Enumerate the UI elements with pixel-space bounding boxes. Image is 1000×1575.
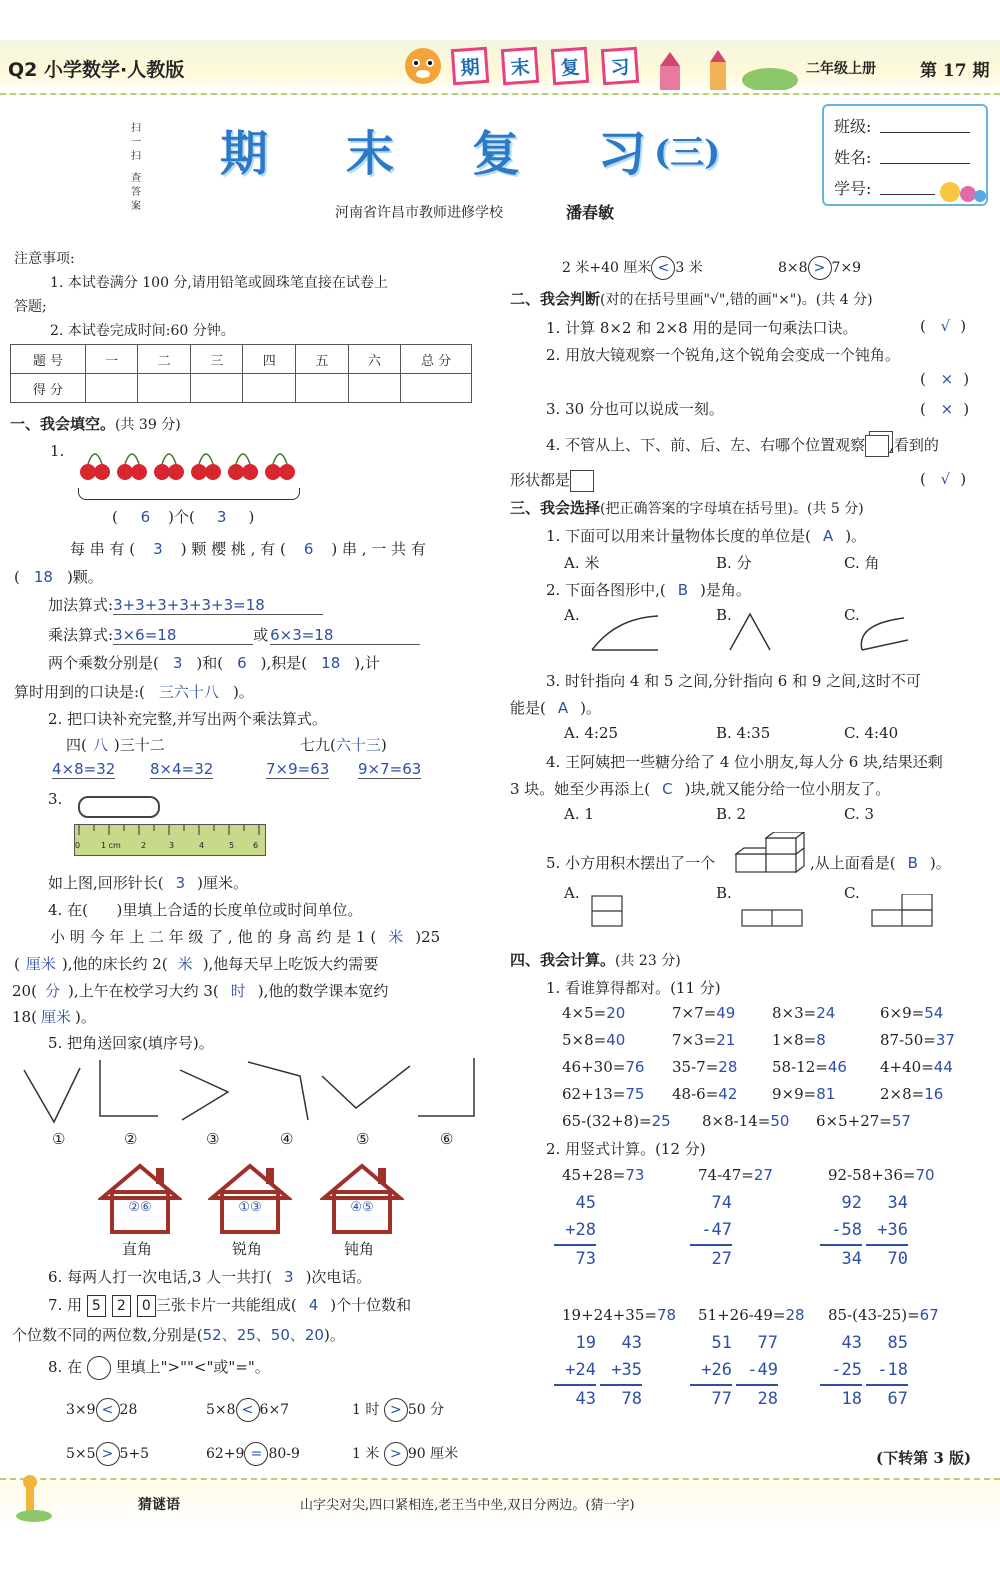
q3-text: 如上图,回形针长( 3 )厘米。 [48,874,249,892]
vertical-work: 85 -18 67 [866,1330,908,1413]
note-1: 1. 本试卷满分 100 分,请用铅笔或圆珠笔直接在试卷上 [50,275,388,291]
choice-q5: 5. 小方用积木摆出了一个 [546,854,716,872]
student-info-box: 班级: 姓名: 学号: [822,104,988,206]
house-label: 锐角 [232,1240,263,1258]
tile: 复 [551,47,589,85]
note-2: 2. 本试卷完成时间:60 分钟。 [50,323,235,339]
choice-q4: 4. 王阿姨把一些糖分给了 4 位小朋友,每人分 6 块,结果还剩 [546,753,943,771]
option: B. [716,884,732,902]
calc-q1-heading: 1. 看谁算得都对。(11 分) [546,979,721,997]
option: B. 分 [716,554,752,572]
castle-decoration-icon [640,50,800,90]
cube-icon [865,435,889,457]
house-obtuse-angle: ④⑤ [320,1162,404,1234]
vertical-work: 92 -58 34 [820,1190,862,1273]
calc-item: 62+13=75 [562,1085,645,1103]
answer: 3 [216,508,227,526]
calc-item: 4×5=20 [562,1004,626,1022]
continued-note: (下转第 3 版) [876,1449,972,1467]
q4-heading: 4. 在( )里填上合适的长度单位或时间单位。 [48,901,363,919]
calc-item: 48-6=42 [672,1085,738,1103]
q4-line4: 18( 厘米 )。 [12,1008,96,1026]
option: C. 角 [844,554,880,572]
section-4-heading: 四、我会计算。(共 23 分) [510,951,681,969]
judge-answer: ( × ) [920,370,970,388]
vertical-calc-row [562,1166,992,1296]
judge-q1: 1. 计算 8×2 和 2×8 用的是同一句乘法口诀。 [546,319,858,337]
judge-answer: ( × ) [920,400,970,418]
option: A. [564,606,580,624]
vertical-work: 43 +35 78 [600,1330,642,1413]
judge-q2: 2. 用放大镜观察一个锐角,这个锐角会变成一个钝角。 [546,346,900,364]
option: C. [844,884,860,902]
vertical-calc: 45+28=73 [562,1166,645,1184]
digit-card: 5 [87,1295,106,1317]
multiplication-line: 乘法算式:3×6=18 或 6×3=18 [48,624,420,645]
giraffe-mascot-icon [936,176,986,204]
vertical-work: 77 -49 28 [736,1330,778,1413]
notes-heading: 注意事项: [14,251,75,267]
tile: 习 [601,47,639,85]
q2-rhyme-2: 七九(六十三) [300,736,387,754]
equation: 4×8=32 [52,760,116,778]
option: B. 4:35 [716,724,771,742]
vertical-work: 74 -47 27 [690,1190,732,1273]
angle-labels: ① ② ③ ④ ⑤ ⑥ [52,1130,454,1148]
q4-line2: ( 厘米 ),他的床长约 2( 米 ),他每天早上吃饭大约需要 [14,955,379,973]
choice-q3-cont: 能是( A )。 [510,699,601,717]
angle-figures [18,1058,488,1126]
q3-number: 3. [48,790,63,808]
calc-item: 5×8=40 [562,1031,626,1049]
digit-card: 2 [112,1295,131,1317]
q2-heading: 2. 把口诀补充完整,并写出两个乘法算式。 [48,710,327,728]
vertical-work: 43 -25 18 [820,1330,862,1413]
q7-line2: 个位数不同的两位数,分别是(52、25、50、20)。 [12,1326,345,1344]
addition-line: 加法算式:3+3+3+3+3+3=18 [48,594,323,615]
option: B. 2 [716,805,747,823]
equation: 9×7=63 [358,760,422,778]
calc-item: 65-(32+8)=25 [562,1112,671,1130]
house-right-angle: ②⑥ [98,1162,182,1234]
house-label: 钝角 [344,1240,375,1258]
giraffe-icon [6,1474,62,1524]
calc-q2-heading: 2. 用竖式计算。(12 分) [546,1140,706,1158]
ruler-image: 0 1 cm 2 3 4 5 6 [74,824,266,856]
score-table: 题 号 一 二 三 四 五 六 总 分 得 分 [10,344,472,403]
option: C. 3 [844,805,875,823]
compare-item: 5×5 > 5+5 [66,1442,149,1466]
vertical-calc: 19+24+35=78 [562,1306,677,1324]
vertical-work: 19 +24 43 [554,1330,596,1413]
section-1-heading: 一、我会填空。(共 39 分) [10,415,181,433]
scan-hint: 扫 一 扫 查 答 案 [131,123,141,212]
calc-item: 2×8=16 [880,1085,944,1103]
rhyme-line: 算时用到的口诀是:( 三六十八 )。 [14,683,254,701]
grade-label: 二年级上册 [806,61,876,77]
vertical-work: 34 +36 70 [866,1190,908,1273]
option: A. [564,884,580,902]
calc-item: 87-50=37 [880,1031,955,1049]
choice-q1: 1. 下面可以用来计量物体长度的单位是( A )。 [546,527,867,545]
answer: 6 [140,508,151,526]
calc-item: 58-12=46 [772,1058,847,1076]
equation: 7×9=63 [266,760,330,778]
calc-item: 1×8=8 [772,1031,826,1049]
compare-item: 1 时 > 50 分 [352,1398,444,1422]
digit-card: 0 [137,1295,156,1317]
q1-line1: 每 串 有 ( 3 ) 颗 樱 桃 , 有 ( 6 ) 串 , 一 共 有 [70,540,426,558]
house-acute-angle: ①③ [208,1162,292,1234]
factors-line: 两个乘数分别是( 3 )和( 6 ),积是( 18 ),计 [48,654,380,672]
calc-item: 7×7=49 [672,1004,736,1022]
choice-q3: 3. 时针指向 4 和 5 之间,分针指向 6 和 9 之间,这时不可 [546,672,921,690]
vertical-work: 51 +26 77 [690,1330,732,1413]
q7-line1: 7. 用 5 2 0 三张卡片一共能组成( 4 )个十位数和 [48,1294,411,1317]
q8-heading: 8. 在 里填上">""<"或"="。 [48,1356,270,1380]
option: C. [844,606,860,624]
section-3-heading: 三、我会选择(把正确答案的字母填在括号里)。(共 5 分) [510,499,864,517]
square-icon [570,470,594,492]
calc-item: 6×5+27=57 [816,1112,911,1130]
tile: 末 [501,47,539,85]
calc-item: 8×3=24 [772,1004,836,1022]
compare-item: 1 米 > 90 厘米 [352,1442,458,1466]
q4-line1: 小 明 今 年 上 二 年 级 了 , 他 的 身 高 约 是 1 ( 米 )25 [50,928,441,946]
q5-heading: 5. 把角送回家(填序号)。 [48,1034,214,1052]
compare-item: 62+9 = 80-9 [206,1442,300,1466]
q1-line2: ( 18 )颗。 [14,568,103,586]
section-2-heading: 二、我会判断(对的在括号里画"√",错的画"×")。(共 4 分) [510,290,873,308]
author: 潘春敏 [566,203,615,222]
top-view-options [590,894,936,928]
blocks-image [734,832,806,874]
judge-q4-cont: 形状都是 [510,469,594,492]
calc-item: 8×8-14=50 [702,1112,790,1130]
judge-answer: ( √ ) [920,317,967,335]
q2-rhyme-1: 四( 八 )三十二 [66,736,165,754]
calc-item: 35-7=28 [672,1058,738,1076]
compare-item: 8×8 > 7×9 [778,256,861,280]
compare-item: 2 米+40 厘米 < 3 米 [562,256,703,280]
tiger-mascot-icon [400,44,446,92]
page-title: 期 末 复 习 (三) [220,125,721,182]
choice-q2: 2. 下面各图形中,( B )是角。 [546,581,751,599]
equation: 8×4=32 [150,760,214,778]
note-1b: 答题; [14,299,47,315]
choice-q5-cont: ,从上面看是( B )。 [810,854,951,872]
house-label: 直角 [122,1240,153,1258]
compare-item: 3×9 < 28 [66,1398,137,1422]
calc-item: 46+30=76 [562,1058,645,1076]
choice-q4-cont: 3 块。她至少再添上( C )块,就又能分给一位小朋友了。 [510,780,891,798]
vertical-calc: 85-(43-25)=67 [828,1306,939,1324]
cherries-image [78,444,304,484]
option: B. [716,606,732,624]
issue-label: 第 17 期 [920,61,990,81]
riddle-text: 山字尖对尖,四口紧相连,老王当中坐,双日分两边。(猜一字) [300,1498,635,1513]
option: A. 1 [564,805,594,823]
vertical-calc-row [562,1306,992,1416]
option: C. 4:40 [844,724,899,742]
vertical-calc: 74-47=27 [698,1166,773,1184]
compare-item: 5×8 < 6×7 [206,1398,289,1422]
vertical-work: 45 +28 73 [554,1190,596,1273]
calc-item: 6×9=54 [880,1004,944,1022]
riddle-label: 猜谜语 [138,1497,180,1513]
header-left: Q2 小学数学·人教版 [8,59,185,81]
judge-answer: ( √ ) [920,470,967,488]
option: A. 米 [564,554,600,572]
judge-q3: 3. 30 分也可以说成一刻。 [546,400,724,418]
header-tiles [452,48,638,84]
q6: 6. 每两人打一次电话,3 人一共打( 3 )次电话。 [48,1268,372,1286]
calc-item: 4+40=44 [880,1058,953,1076]
judge-q4: 4. 不管从上、下、前、后、左、右哪个位置观察 ,看到的 [546,434,939,457]
vertical-calc: 51+26-49=28 [698,1306,805,1324]
author-org: 河南省许昌市教师进修学校 [335,205,503,221]
tile: 期 [451,47,489,85]
brace [78,488,300,500]
paperclip-icon [78,796,160,818]
option: A. 4:25 [564,724,619,742]
circle-blank-icon [87,1356,111,1380]
vertical-calc: 92-58+36=70 [828,1166,935,1184]
q1-number: 1. [50,442,65,460]
calc-item: 7×3=21 [672,1031,736,1049]
shape-options [586,610,936,660]
q4-line3: 20( 分 ),上午在校学习大约 3( 时 ),他的数学课本宽约 [12,982,389,1000]
calc-item: 9×9=81 [772,1085,836,1103]
